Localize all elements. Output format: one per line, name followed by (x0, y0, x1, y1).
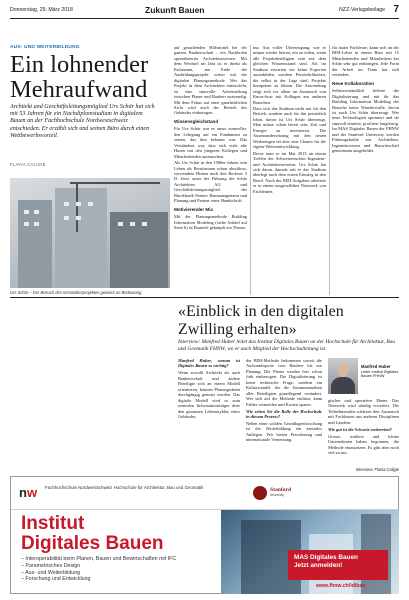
column-rule (250, 45, 251, 295)
photo-window (76, 216, 81, 220)
photo-window (24, 210, 29, 214)
interview-author: Interview: Flavia Caligie (355, 467, 399, 472)
page-number: 7 (393, 4, 399, 15)
interview-column-1 (178, 358, 240, 470)
interview-deck: Interview: Manfred Huber leitet das Institut Digitales Bauen an der Hochschule für Architektur, Bau und Geomatik FHNW, wo er auch Mitglied der Hochschulleitung ist. (178, 339, 395, 352)
logo-letter-n: n (19, 485, 27, 500)
article-column-3 (174, 45, 247, 295)
ad-url-link[interactable]: www.fhnw.ch/idibau (316, 583, 366, 589)
photo-window (118, 222, 123, 226)
interview-answer: Wenn sowohl Architekt als auch Bauherrschaft und andere Beteiligte sich an einem Modell orientieren, können Planungsdaten durchgängig genutzt werden. Das digitale Modell wird so zum zentralen Informationsträger über den gesamten Lebenszyklus eines Gebäudes. (178, 370, 240, 420)
article-column-5 (332, 45, 399, 295)
paragraph: nur. Aus voller Überzeugung, wie er immer wieder betont, ein zu teilen, wenn alle Projektbeteiligten sein seit dem gleichen Wissensstand sind. Als im Studium erwarten wir keine Experten auszubilden, sondern Persönlichkeiten, die selbst in der Lage sind, Projekte kompetent zu führen. Die Anwendung zeigt sich vor allem im Austausch von Know-how mit Kollegen aus anderen Branchen. (253, 45, 326, 105)
photo-window (64, 216, 69, 220)
paragraph: für lauter Fachleute, kann sich an der BIM-Lehre in einem Büro mit 15 Mitarbeitenden und Mitarbeitern bei Schär sehr gut einbringen. Jede Form der Arbeit im Team hat sich verändert. (332, 45, 399, 78)
portrait-body (331, 377, 355, 394)
interview-answer: der BIM-Methode bekommen soweit die Aufwandsquote vom Bauherr bis zur Planung. Die Planer werden hier schon früh einbezogen. Die Digitalisierung ist keine technische Frage, sondern ein Kulturwandel, der die Zusammenarbeit aller Beteiligten grundlegend verändert. Wer sich auf die Methode einlässt, kann Fehler vermeiden und Kosten sparen. (246, 358, 322, 407)
interview-question: Wie sehen Sie die Rolle der Hochschule in diesem Prozess? (246, 408, 322, 420)
photo-window (142, 222, 147, 226)
ad-title (21, 514, 164, 553)
ad-feature-item: – Parametrisches Design (21, 563, 176, 570)
portrait-photo (328, 358, 358, 394)
photo-caption: Urs Schär – Der Besuch des Immobilienprojektes gewinnt an Bedeutung. (10, 290, 143, 295)
subheading: Wissensgleichstand (174, 118, 219, 124)
page-header (10, 5, 399, 19)
paragraph: auf gestaltenden Hilfsmittel bei der ganzen Bauherrschaft – ein Nachholen spezialisierter Architekturwissen. Mit dem Wechsel im Jahr ist er direkt als Fachmann, am Ende der Ausbildungsprojekt weiter mit der digitalen Planungsmethode. Wer das Projekt in dem Architekten entwickeln, ist eine sinnvolle Arbeitsteilung zwischen Planer und Bauherr notwendig. Mit dem Fokus auf einer ganzheitlichen Sicht wird auch der Betrieb des Gebäudes einbezogen. (174, 45, 247, 116)
photo-window (76, 202, 81, 206)
photo-window (88, 202, 93, 206)
section-title: Zukunft Bauen (145, 5, 205, 15)
interview-column-2 (246, 358, 322, 470)
paragraph: Dass sich das Studium nicht nur für den Betrieb, sondern auch für ihn persönlich lohnt, davon ist Urs Schär überzeugt. Man müsse schon bereit sein, Zeit und Energie zu investieren. Die Auseinandersetzung mit den neuen Werkzeugen sei aber eine Chance für die eigene Weiterentwicklung. (253, 105, 326, 150)
article-headline: Ein lohnender Mehraufwand (10, 51, 149, 103)
subheading: Neue Kollaboration (332, 80, 375, 86)
ad-feature-item: – Interoperabilität beim Planen, Bauen und Bewirtschaften mit IFC (21, 556, 176, 563)
badge-line: MAS Digitales Bauen (294, 554, 358, 561)
ad-feature-list (21, 556, 176, 583)
interview-headline: «Einblick in den digitalen Zwilling erhalten» (178, 303, 344, 338)
photo-window (24, 222, 29, 226)
supplement-label: NZZ-Verlagsbeilage (339, 7, 385, 13)
construction-photo (10, 178, 170, 288)
ad-feature-item: – Forschung und Entwicklung (21, 576, 176, 583)
institution-name: Fachhochschule Nordwestschweiz Hochschule für Architektur, Bau und Geomatik (45, 485, 204, 490)
paragraph: Mit der Planungsmethode Building Information Modeling (siehe Artikel auf Seite 6) ist Bauteile geknüpft ein Thema. (174, 214, 247, 231)
interview-question: Wie gut ist die Schweiz vorbereitet? (328, 426, 392, 432)
enroll-badge[interactable] (288, 550, 388, 580)
interview-answer: gischer und operativer Ebene. Das Netzwerk wird ständig erweitert. Die Teilnehmenden schätzen den Austausch mit Fachleuten aus anderen Disziplinen und Ländern. (328, 398, 399, 425)
logo-letter-w: w (26, 485, 38, 500)
portrait-head (337, 363, 349, 377)
portrait-role: Leiter Institut Digitales Bauen FHNW (361, 369, 399, 379)
portrait-name: Manfred Huber (361, 364, 391, 369)
subheading: Motivierender Mix (174, 206, 214, 212)
photo-window (130, 222, 135, 226)
article-byline: FLAVIA CALIGIE (10, 162, 46, 167)
article-deck: Architekt und Geschäftsleitungsmitglied Urs Schär hat sich mit 53 Jahren für ein Nachdiplomstudium in digitalem Bauen an der Fachhochschule Nordwestschweiz entschieden. Er erzählt sich und seinen Büro durch einen Wettbewerbsvorteil. (10, 104, 155, 139)
photo-window (34, 222, 39, 226)
photo-window (34, 210, 39, 214)
interview-answer: Grosse, mittlere und kleine Unternehmen haben begonnen, die Methode einzusetzen. Es gibt aber noch viel zu tun. (328, 433, 399, 456)
paragraph: Bevor man er im Mai 2015 an einem Treffen der Schweizerischen Ingenieur- und Architektenvereins. Urs Schär hat sich daran, damals sah er das Studium überlegt nach dem ersten Einstieg in den Beruf. Nach der BIM Aufgaben arbeitete er in einem ausgewählten Netzwerk von Fachleuten. (253, 150, 326, 194)
ad-logo-bar (11, 477, 398, 510)
partner-sub: University (270, 493, 284, 497)
interview-answer: Neben einer soliden Grundlagenforschung ist die Weiterbildung ein zentrales Anliegen. Wir bieten Praxisbezug und internationale Vernetzung. (246, 420, 322, 443)
section-divider (10, 297, 399, 298)
photo-crane-mast (76, 182, 78, 232)
photo-window (64, 202, 69, 206)
badge-line: Jetzt anmelden! (294, 561, 343, 569)
ad-feature-item: – Aus- und Weiterbildung (21, 570, 176, 577)
interview-question: Manfred Huber, warum ist Digitales Bauen so wichtig? (178, 358, 240, 369)
article-column-4 (253, 45, 326, 295)
stanford-logo (253, 485, 313, 503)
interview-column-3 (328, 398, 399, 470)
photo-building (55, 188, 107, 288)
photo-crane-jib (70, 182, 160, 184)
paragraph: Als Urs Schär in den 1980er-Jahren sein Leben als Berufsmann schon abschloss, verwendete Hinten noch den Rechner 3 D. Jetzt, unter der Führung der Schär Architekten AG und Geschäftsleitungsmitglied der Burckhardt Partner Baumanagement und Planung und Partner einer Handschrift. (174, 160, 247, 204)
paragraph: Selbstverständlich lieferte die Digitalisierung und mit ihr das Building Information Modeling der Branche keine Wunderwaffe, davon ist auch Urs Schär überzeugt. Wer neue Technologien optimiert und sie sinnvoll einsetzt, profitiert langfristig. Im MAS Digitales Bauen der FHNW und der Stanford University werden Führungskräfte aus Architektur, Ingenieurwesen und Bauwirtschaft gemeinsam ausgebildet. (332, 88, 399, 154)
article-kicker: AUS- UND WEITERBILDUNG (10, 45, 80, 50)
fhnw-logo (19, 485, 37, 500)
stanford-seal-icon (253, 486, 267, 500)
ad-title-line: Institut (21, 513, 85, 534)
portrait-caption (361, 365, 401, 379)
ad-title-line: Digitales Bauen (21, 532, 164, 554)
partner-name: Stanford (270, 487, 292, 493)
issue-date: Donnerstag, 29. März 2018 (10, 7, 73, 13)
column-rule (329, 45, 330, 295)
paragraph: Für Urs Schär war es umso sinnvoller, den Lehrgang auf ein Fundament zu setzen, das ihm bekannt war. Das Verständnis war, dass sich viele alte Hasen mit den jüngeren Kollegen und Mitarbeitenden austauschen. (174, 126, 247, 159)
